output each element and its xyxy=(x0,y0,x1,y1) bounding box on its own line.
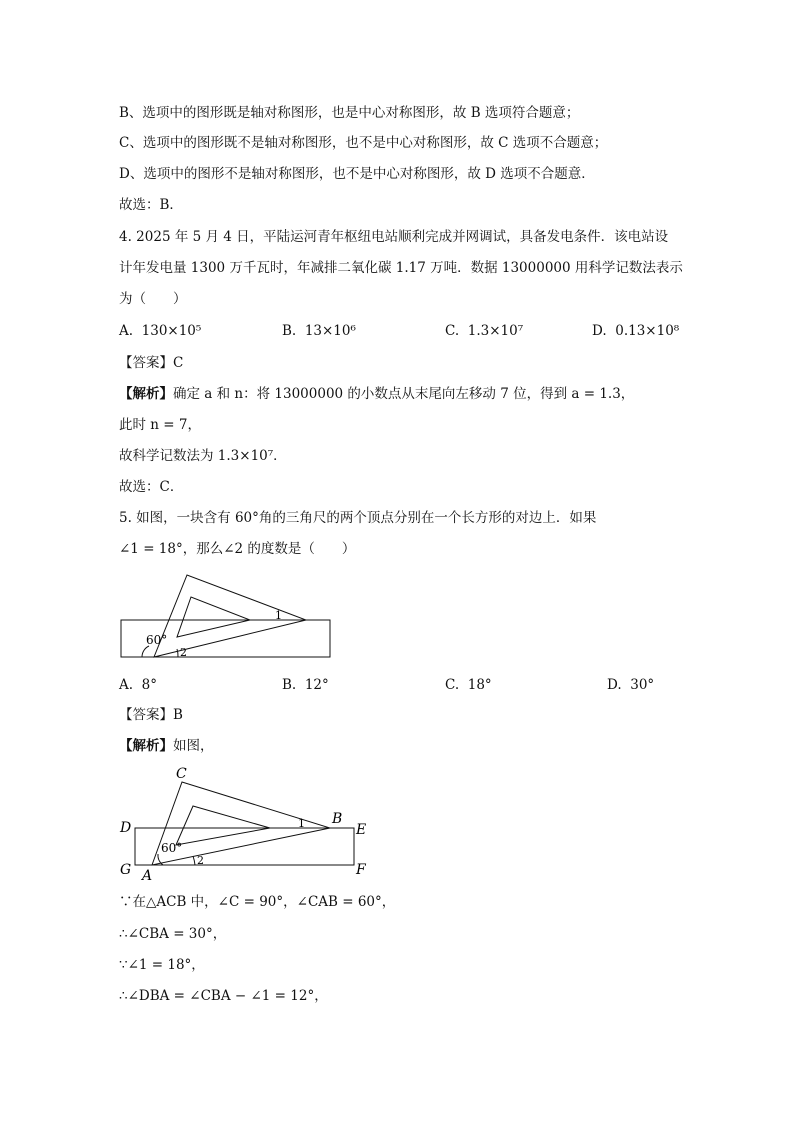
option-b-explanation: B、选项中的图形既是轴对称图形，也是中心对称图形，故 B 选项符合题意； xyxy=(119,105,580,121)
angle-1-label: 1 xyxy=(275,609,282,622)
q5-step2: ∴∠CBA = 30°， xyxy=(119,926,227,942)
q5-stem-line1: 5. 如图，一块含有 60°角的三角尺的两个顶点分别在一个长方形的对边上．如果 xyxy=(119,510,597,526)
triangle-inner xyxy=(176,806,270,845)
q5-analysis-tag: 【解析】 xyxy=(119,738,173,754)
q5-step3: ∵∠1 = 18°， xyxy=(119,957,205,973)
q5-option-b-text: 12° xyxy=(304,677,329,693)
q4-option-d-text: 0.13×10⁸ xyxy=(615,323,680,339)
q4-option-a-text: 130×10⁵ xyxy=(141,323,202,339)
option-c-explanation: C、选项中的图形既不是轴对称图形，也不是中心对称图形，故 C 选项不合题意； xyxy=(119,135,608,151)
angle-2-arc xyxy=(193,856,195,865)
q4-analysis-tag: 【解析】 xyxy=(119,386,173,402)
q5-stem-line2: ∠1 = 18°，那么∠2 的度数是（ ） xyxy=(119,541,356,557)
q5-option-a xyxy=(119,676,157,694)
q5-figure-labeled xyxy=(110,760,380,885)
option-d-explanation: D、选项中的图形不是轴对称图形，也不是中心对称图形，故 D 选项不合题意． xyxy=(119,166,595,182)
q4-option-b xyxy=(282,322,356,340)
q4-stem-line1: 4. 2025 年 5 月 4 日，平陆运河青年枢纽电站顺利完成并网调试，具备发电条件．该电站设 xyxy=(119,229,669,245)
q5-answer: 【答案】B xyxy=(119,707,183,723)
q4-option-d-label: D. xyxy=(592,323,607,339)
q4-stem-line2: 计年发电量 1300 万千瓦时，年减排二氧化碳 1.17 万吨．数据 13000000 用科学记数法表示 xyxy=(119,260,683,276)
q4-analysis-line2: 此时 n = 7， xyxy=(119,417,201,433)
triangle-ruler-inner xyxy=(177,597,250,637)
q5-figure-triangle-ruler xyxy=(110,568,340,664)
q5-option-d-text: 30° xyxy=(630,677,655,693)
angle-1-label: 1 xyxy=(298,817,305,830)
angle-2-arc xyxy=(177,649,178,657)
q5-option-d-label: D. xyxy=(607,677,622,693)
q4-option-b-text: 13×10⁶ xyxy=(304,323,356,339)
q5-option-a-text: 8° xyxy=(141,677,157,693)
angle-2-label: 2 xyxy=(197,854,204,867)
angle-2-label: 2 xyxy=(180,646,187,659)
q4-answer: 【答案】C xyxy=(119,355,184,371)
point-d-label: D xyxy=(120,820,132,836)
q4-analysis-line1 xyxy=(119,385,634,403)
q5-option-d xyxy=(607,676,654,694)
point-b-label: B xyxy=(332,811,343,827)
q5-step4: ∴∠DBA = ∠CBA − ∠1 = 12°， xyxy=(119,988,328,1004)
q4-stem-line3: 为（ ） xyxy=(119,291,187,307)
q4-option-c xyxy=(445,322,523,340)
q4-option-a xyxy=(119,322,201,340)
q5-analysis-line1 xyxy=(119,737,214,755)
q5-option-c-label: C. xyxy=(445,677,460,693)
angle-60-label: 60° xyxy=(161,841,183,855)
triangle-ruler-outer xyxy=(154,575,306,657)
angle-60-label: 60° xyxy=(146,633,168,647)
point-a-label: A xyxy=(142,868,153,884)
q4-option-c-label: C. xyxy=(445,323,460,339)
point-f-label: F xyxy=(356,862,366,878)
q4-option-a-label: A. xyxy=(119,323,134,339)
q4-option-c-text: 1.3×10⁷ xyxy=(467,323,524,339)
q5-option-b-label: B. xyxy=(282,677,297,693)
q4-conclusion: 故选：C． xyxy=(119,479,184,495)
q5-step1: ∵在△ACB 中，∠C = 90°，∠CAB = 60°， xyxy=(119,894,396,910)
q4-option-d xyxy=(592,322,679,340)
point-e-label: E xyxy=(356,822,367,838)
point-g-label: G xyxy=(120,862,132,878)
q5-option-a-label: A. xyxy=(119,677,134,693)
q4-analysis-line3: 故科学记数法为 1.3×10⁷． xyxy=(119,448,287,464)
q5-analysis-text: 如图， xyxy=(173,738,214,754)
q5-option-c xyxy=(445,676,492,694)
previous-conclusion: 故选：B． xyxy=(119,197,183,213)
q4-option-b-label: B. xyxy=(282,323,297,339)
point-c-label: C xyxy=(176,766,187,782)
q5-option-c-text: 18° xyxy=(467,677,492,693)
q4-analysis-text: 确定 a 和 n：将 13000000 的小数点从末尾向左移动 7 位，得到 a = 1.3， xyxy=(173,386,635,402)
angle-60-arc xyxy=(142,646,149,657)
q5-option-b xyxy=(282,676,329,694)
